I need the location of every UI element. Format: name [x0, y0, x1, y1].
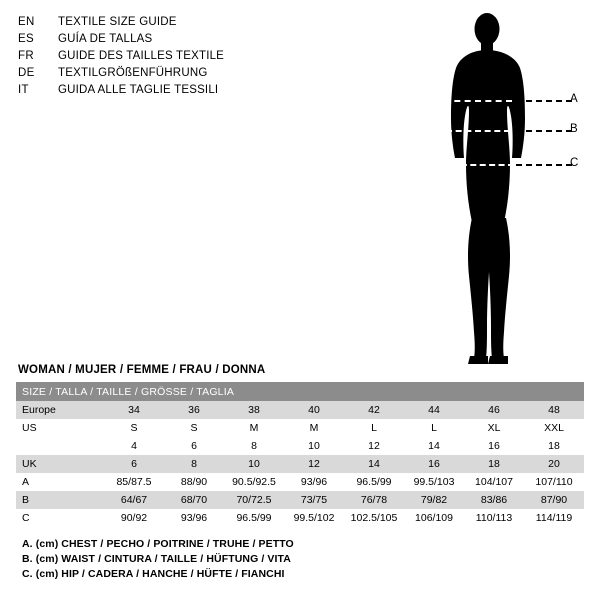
table-cell: 110/113 — [464, 509, 524, 527]
measurement-legend — [16, 537, 584, 582]
table-cell: 88/90 — [164, 473, 224, 491]
legend-line-a: A. (cm) CHEST / PECHO / POITRINE / TRUHE / PETTO — [22, 538, 294, 550]
table-cell: 114/119 — [524, 509, 584, 527]
table-cell: 93/96 — [284, 473, 344, 491]
table-cell: 70/72.5 — [224, 491, 284, 509]
row-label — [16, 437, 104, 455]
table-cell: 87/90 — [524, 491, 584, 509]
table-cell: 10 — [224, 455, 284, 473]
table-cell: 6 — [164, 437, 224, 455]
waist-measure-line — [446, 130, 510, 132]
language-title-block — [18, 14, 398, 99]
table-cell: 96.5/99 — [344, 473, 404, 491]
language-code: DE — [18, 67, 35, 79]
table-cell: 99.5/102 — [284, 509, 344, 527]
row-label: US — [16, 419, 104, 437]
table-cell: 12 — [344, 437, 404, 455]
table-cell: 73/75 — [284, 491, 344, 509]
row-label: A — [16, 473, 104, 491]
table-cell: 4 — [104, 437, 164, 455]
table-cell: XL — [464, 419, 524, 437]
table-cell: 14 — [404, 437, 464, 455]
language-code: IT — [18, 84, 29, 96]
table-row — [16, 473, 584, 491]
table-cell: 48 — [524, 401, 584, 419]
table-cell: 96.5/99 — [224, 509, 284, 527]
row-label: Europe — [16, 401, 104, 419]
table-cell: 79/82 — [404, 491, 464, 509]
table-cell: 42 — [344, 401, 404, 419]
language-code: ES — [18, 33, 34, 45]
language-title: GUIDE DES TAILLES TEXTILE — [58, 50, 225, 62]
table-cell: 18 — [464, 455, 524, 473]
table-cell: 38 — [224, 401, 284, 419]
size-table — [16, 382, 584, 527]
table-cell: S — [104, 419, 164, 437]
language-row — [18, 14, 398, 31]
language-row — [18, 65, 398, 82]
marker-label-a: A — [570, 93, 578, 105]
table-cell: 104/107 — [464, 473, 524, 491]
female-body-figure — [420, 8, 590, 368]
table-cell: 10 — [284, 437, 344, 455]
female-silhouette-icon — [420, 8, 590, 368]
language-title: TEXTILGRÖßENFÜHRUNG — [58, 67, 208, 79]
table-cell: 44 — [404, 401, 464, 419]
table-section-title: WOMAN / MUJER / FEMME / FRAU / DONNA — [18, 364, 266, 376]
legend-line-b: B. (cm) WAIST / CINTURA / TAILLE / HÜFTUNG / VITA — [22, 553, 291, 565]
table-cell: L — [404, 419, 464, 437]
table-cell: 93/96 — [164, 509, 224, 527]
table-cell: 102.5/105 — [344, 509, 404, 527]
language-title: GUÍA DE TALLAS — [58, 33, 153, 45]
table-cell: XXL — [524, 419, 584, 437]
chest-measure-line — [444, 100, 512, 102]
language-code: FR — [18, 50, 34, 62]
table-row — [16, 509, 584, 527]
table-cell: S — [164, 419, 224, 437]
table-cell: 107/110 — [524, 473, 584, 491]
table-header-label: SIZE / TALLA / TAILLE / GRÖSSE / TAGLIA — [16, 382, 584, 401]
language-row — [18, 48, 398, 65]
size-table-area — [16, 360, 584, 582]
table-cell: M — [284, 419, 344, 437]
table-row — [16, 455, 584, 473]
waist-leader-line — [516, 130, 572, 132]
table-cell: 64/67 — [104, 491, 164, 509]
table-row — [16, 419, 584, 437]
chest-leader-line — [516, 100, 572, 102]
table-cell: 68/70 — [164, 491, 224, 509]
table-cell: 18 — [524, 437, 584, 455]
table-cell: 99.5/103 — [404, 473, 464, 491]
hip-measure-line — [442, 164, 514, 166]
marker-label-c: C — [570, 157, 579, 169]
language-title: GUIDA ALLE TAGLIE TESSILI — [58, 84, 219, 96]
table-cell: 83/86 — [464, 491, 524, 509]
table-cell: 20 — [524, 455, 584, 473]
table-row — [16, 401, 584, 419]
table-cell: 46 — [464, 401, 524, 419]
table-cell: 90.5/92.5 — [224, 473, 284, 491]
language-code: EN — [18, 16, 35, 28]
table-cell: 16 — [404, 455, 464, 473]
table-cell: 8 — [164, 455, 224, 473]
table-cell: 8 — [224, 437, 284, 455]
table-cell: 6 — [104, 455, 164, 473]
marker-label-b: B — [570, 123, 578, 135]
table-row — [16, 437, 584, 455]
language-row — [18, 82, 398, 99]
table-cell: 106/109 — [404, 509, 464, 527]
table-cell: 16 — [464, 437, 524, 455]
table-header-row — [16, 382, 584, 401]
table-cell: 85/87.5 — [104, 473, 164, 491]
table-cell: 12 — [284, 455, 344, 473]
table-cell: 36 — [164, 401, 224, 419]
language-row — [18, 31, 398, 48]
table-cell: M — [224, 419, 284, 437]
table-cell: 40 — [284, 401, 344, 419]
table-cell: L — [344, 419, 404, 437]
table-cell: 76/78 — [344, 491, 404, 509]
legend-line-c: C. (cm) HIP / CADERA / HANCHE / HÜFTE / FIANCHI — [22, 568, 285, 580]
row-label: C — [16, 509, 104, 527]
table-cell: 34 — [104, 401, 164, 419]
table-row — [16, 491, 584, 509]
row-label: B — [16, 491, 104, 509]
hip-leader-line — [516, 164, 572, 166]
table-cell: 90/92 — [104, 509, 164, 527]
row-label: UK — [16, 455, 104, 473]
table-cell: 14 — [344, 455, 404, 473]
language-title: TEXTILE SIZE GUIDE — [58, 16, 177, 28]
